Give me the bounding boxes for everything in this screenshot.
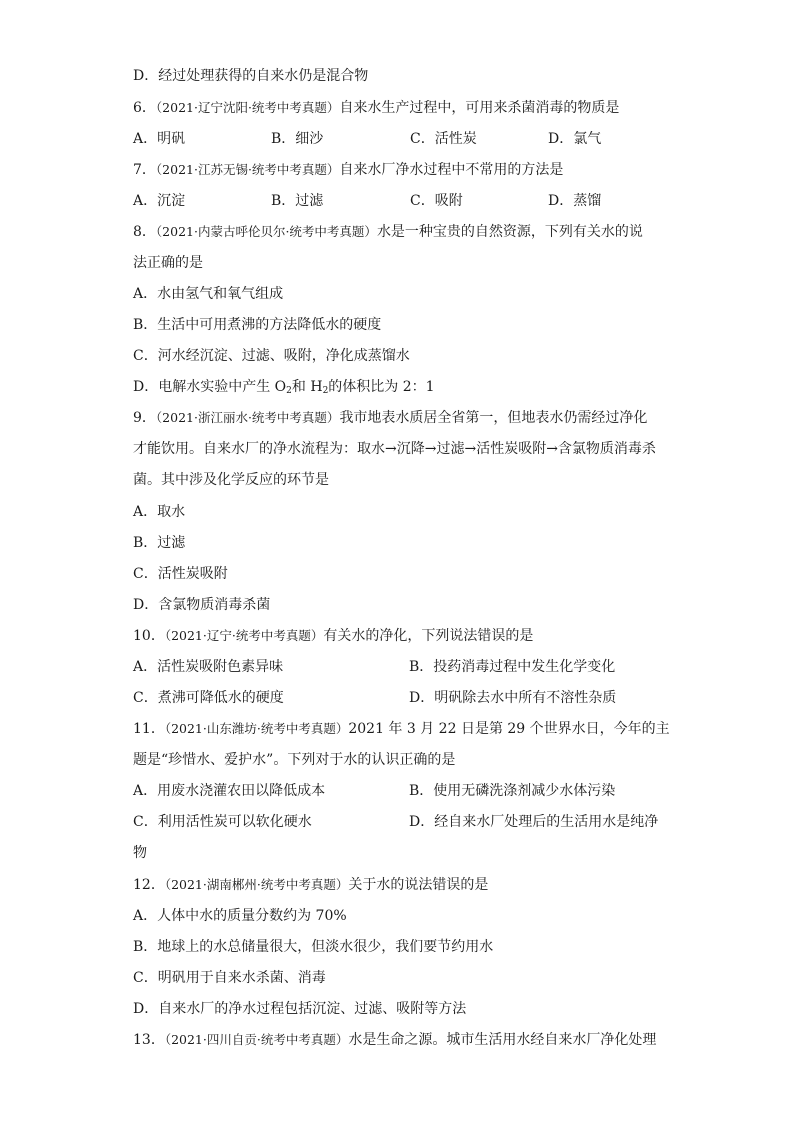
q11-option-c: C．利用活性炭可以软化硬水: [133, 814, 312, 830]
question-text: 自来水厂净水过程中不常用的方法是: [339, 162, 564, 178]
question-9-continued-2: 菌。其中涉及化学反应的环节是: [133, 472, 329, 488]
question-source: （2021·浙江丽水·统考中考真题）: [155, 410, 340, 425]
question-11: [133, 717, 670, 741]
question-source: （2021·内蒙古呼伦贝尔·统考中考真题）: [155, 224, 377, 239]
option-text: 和 H: [291, 379, 323, 395]
question-source: （2021·山东潍坊·统考中考真题）: [164, 721, 349, 736]
question-number: 11．: [133, 721, 165, 737]
q10-option-b: B．投药消毒过程中发生化学变化: [409, 659, 616, 675]
q10-option-a: A．活性炭吸附色素异味: [133, 659, 284, 675]
q9-option-a: A．取水: [133, 504, 186, 520]
q10-option-d: D．明矾除去水中所有不溶性杂质: [409, 690, 617, 706]
question-number: 10．: [133, 628, 165, 644]
question-7: [133, 158, 563, 182]
q7-option-d: D．蒸馏: [548, 193, 602, 209]
option-text: D．电解水实验中产生 O: [133, 379, 287, 395]
q12-option-b: B．地球上的水总储量很大，但淡水很少，我们要节约用水: [133, 939, 494, 955]
q9-option-c: C．活性炭吸附: [133, 566, 228, 582]
q9-option-d: D．含氯物质消毒杀菌: [133, 597, 271, 613]
q8-option-a: A．水由氢气和氧气组成: [133, 286, 284, 302]
subscript: 2: [322, 386, 329, 396]
question-number: 6．: [133, 100, 156, 116]
q10-option-c: C．煮沸可降低水的硬度: [133, 690, 284, 706]
q7-option-b: B．过滤: [271, 193, 324, 209]
q6-option-d: D．氯气: [548, 131, 602, 147]
q11-option-a: A．用废水浇灌农田以降低成本: [133, 783, 326, 799]
q6-option-b: B．细沙: [271, 131, 324, 147]
question-11-continued: 题是“珍惜水、爱护水”。下列对于水的认识正确的是: [133, 752, 456, 768]
subscript: 2: [286, 386, 292, 396]
q12-option-c: C．明矾用于自来水杀菌、消毒: [133, 970, 326, 986]
q11-option-d: D．经自来水厂处理后的生活用水是纯净: [409, 814, 659, 830]
q8-option-b: B．生活中可用煮沸的方法降低水的硬度: [133, 317, 382, 333]
question-13: [133, 1028, 656, 1052]
q12-option-a: A．人体中水的质量分数约为 70%: [133, 908, 347, 924]
q7-options: [133, 189, 673, 213]
question-8-continued: 法正确的是: [133, 255, 203, 271]
question-9-continued-1: 才能饮用。自来水厂的净水流程为：取水→沉降→过滤→活性炭吸附→含氯物质消毒杀: [133, 441, 656, 457]
question-12: [133, 873, 488, 897]
question-text: 有关水的净化，下列说法错误的是: [323, 628, 534, 644]
question-source: （2021·辽宁沈阳·统考中考真题）: [155, 100, 340, 115]
q7-option-c: C．吸附: [410, 193, 463, 209]
option-text: 的体积比为 2：1: [328, 379, 435, 395]
question-number: 13．: [133, 1032, 165, 1048]
question-number: 8．: [133, 224, 156, 240]
question-number: 7．: [133, 162, 156, 178]
question-9: [133, 406, 647, 430]
question-text: 我市地表水质居全省第一，但地表水仍需经过净化: [339, 410, 648, 426]
question-8: [133, 220, 643, 244]
q11-option-d-continued: 物: [133, 845, 147, 861]
q5-option-d: D．经过处理获得的自来水仍是混合物: [133, 68, 369, 84]
question-number: 12．: [133, 877, 165, 893]
question-source: （2021·湖南郴州·统考中考真题）: [164, 877, 349, 892]
q6-option-a: A．明矾: [133, 131, 186, 147]
q8-option-c: C．河水经沉淀、过滤、吸附，净化成蒸馏水: [133, 348, 410, 364]
q6-option-c: C．活性炭: [410, 131, 477, 147]
question-text: 关于水的说法错误的是: [348, 877, 489, 893]
q12-option-d: D．自来水厂的净水过程包括沉淀、过滤、吸附等方法: [133, 1001, 467, 1017]
question-text: 自来水生产过程中，可用来杀菌消毒的物质是: [339, 100, 620, 116]
q9-option-b: B．过滤: [133, 535, 186, 551]
q10-options-row-1: [133, 655, 663, 679]
q7-option-a: A．沉淀: [133, 193, 186, 209]
question-source: （2021·江苏无锡·统考中考真题）: [155, 162, 340, 177]
question-text: 水是生命之源。城市生活用水经自来水厂净化处理: [348, 1032, 657, 1048]
question-10: [133, 624, 533, 648]
question-text: 2021 年 3 月 22 日是第 29 个世界水日，今年的主: [348, 721, 670, 737]
question-6: [133, 96, 619, 120]
q11-options-row-2: [133, 810, 663, 834]
q11-options-row-1: [133, 779, 663, 803]
q11-option-b: B．使用无磷洗涤剂减少水体污染: [409, 783, 616, 799]
q8-option-d: [133, 375, 435, 399]
question-source: （2021·四川自贡·统考中考真题）: [164, 1032, 349, 1047]
question-source: （2021·辽宁·统考中考真题）: [164, 628, 324, 643]
q6-options: [133, 127, 673, 151]
question-text: 水是一种宝贵的自然资源，下列有关水的说: [376, 224, 643, 240]
q10-options-row-2: [133, 686, 663, 710]
question-number: 9．: [133, 410, 156, 426]
